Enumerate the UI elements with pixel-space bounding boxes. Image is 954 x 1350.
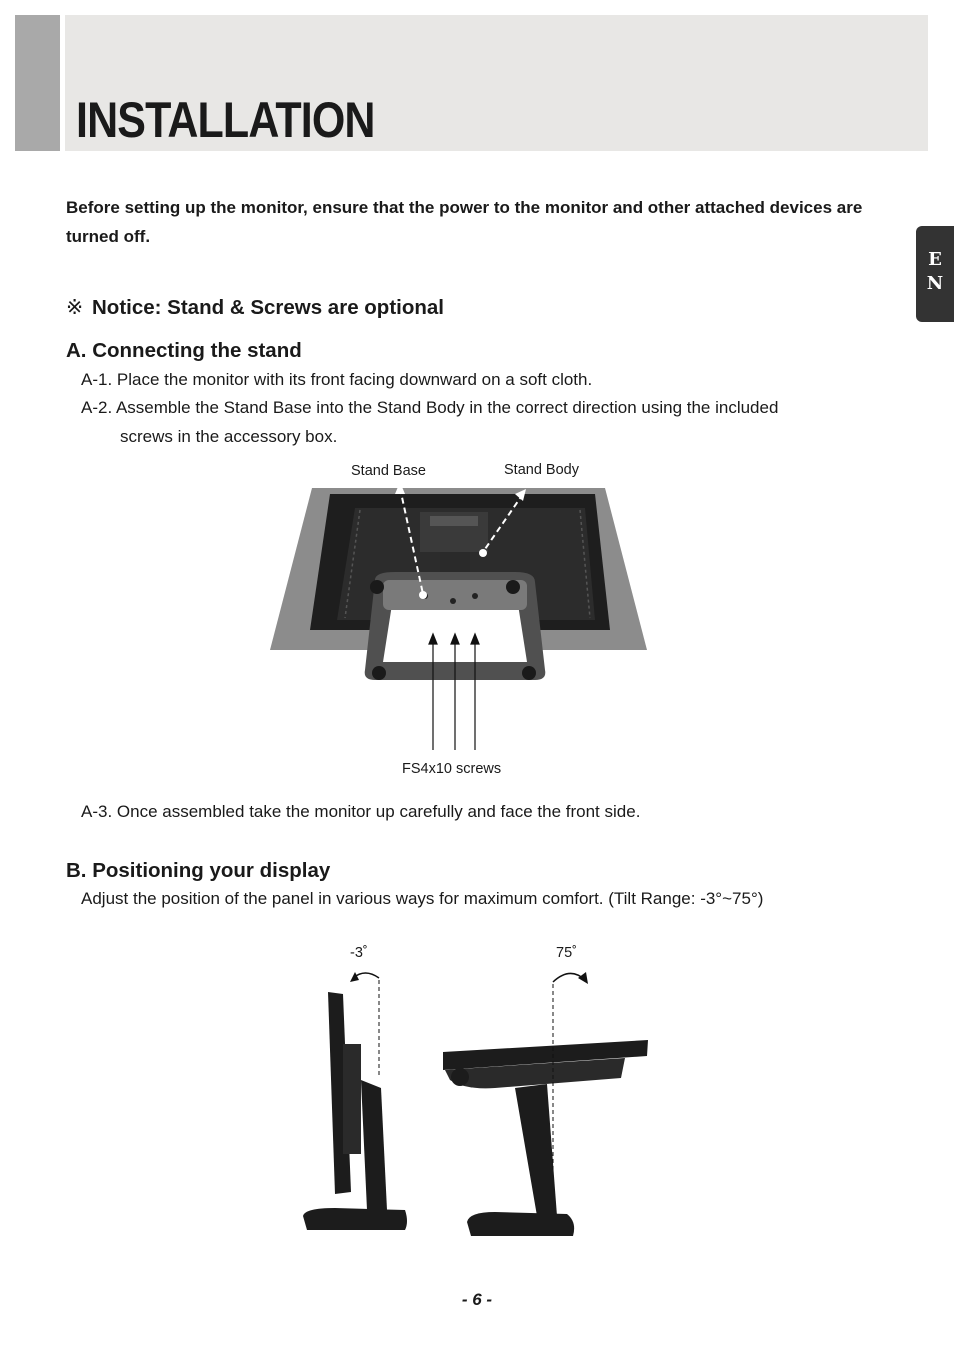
tilt-label-min: -3˚ [350, 945, 368, 961]
tilt-label-max: 75˚ [556, 945, 577, 961]
notice-mark-icon: ※ [66, 296, 84, 319]
section-b-heading: B. Positioning your display [66, 859, 331, 882]
language-tab-letter-2: N [926, 273, 944, 294]
step-a3: A-3. Once assembled take the monitor up carefully and face the front side. [81, 802, 641, 821]
language-tab [916, 226, 954, 322]
monitor-tilted-forward [443, 1040, 648, 1236]
stand-assembly-illustration [265, 480, 655, 760]
intro-warning: Before setting up the monitor, ensure that the power to the monitor and other attached devices are turned off. [66, 198, 863, 246]
page-number: - 6 - [461, 1290, 493, 1309]
language-tab-letter-1: E [928, 249, 942, 270]
figure-label-stand-base: Stand Base [351, 463, 426, 479]
tilt-range-illustration [295, 960, 660, 1245]
page-title: INSTALLATION [76, 92, 375, 148]
header-accent-bar [15, 15, 60, 151]
figure-label-screws: FS4x10 screws [402, 761, 502, 777]
step-a2-continuation: screws in the accessory box. [120, 427, 338, 446]
step-a2-text: A-2. Assemble the Stand Base into the Stand Body in the correct direction using the included [81, 398, 779, 417]
figure-label-stand-body: Stand Body [504, 462, 579, 478]
notice-text: Notice: Stand & Screws are optional [92, 296, 444, 319]
monitor-tilted-back [303, 992, 407, 1230]
section-a-heading: A. Connecting the stand [66, 339, 302, 362]
notice [66, 294, 444, 322]
section-b-text: Adjust the position of the panel in various ways for maximum comfort. (Tilt Range: -3°~75°) [81, 889, 764, 908]
step-a2 [81, 393, 901, 451]
step-a1: A-1. Place the monitor with its front facing downward on a soft cloth. [81, 370, 593, 389]
